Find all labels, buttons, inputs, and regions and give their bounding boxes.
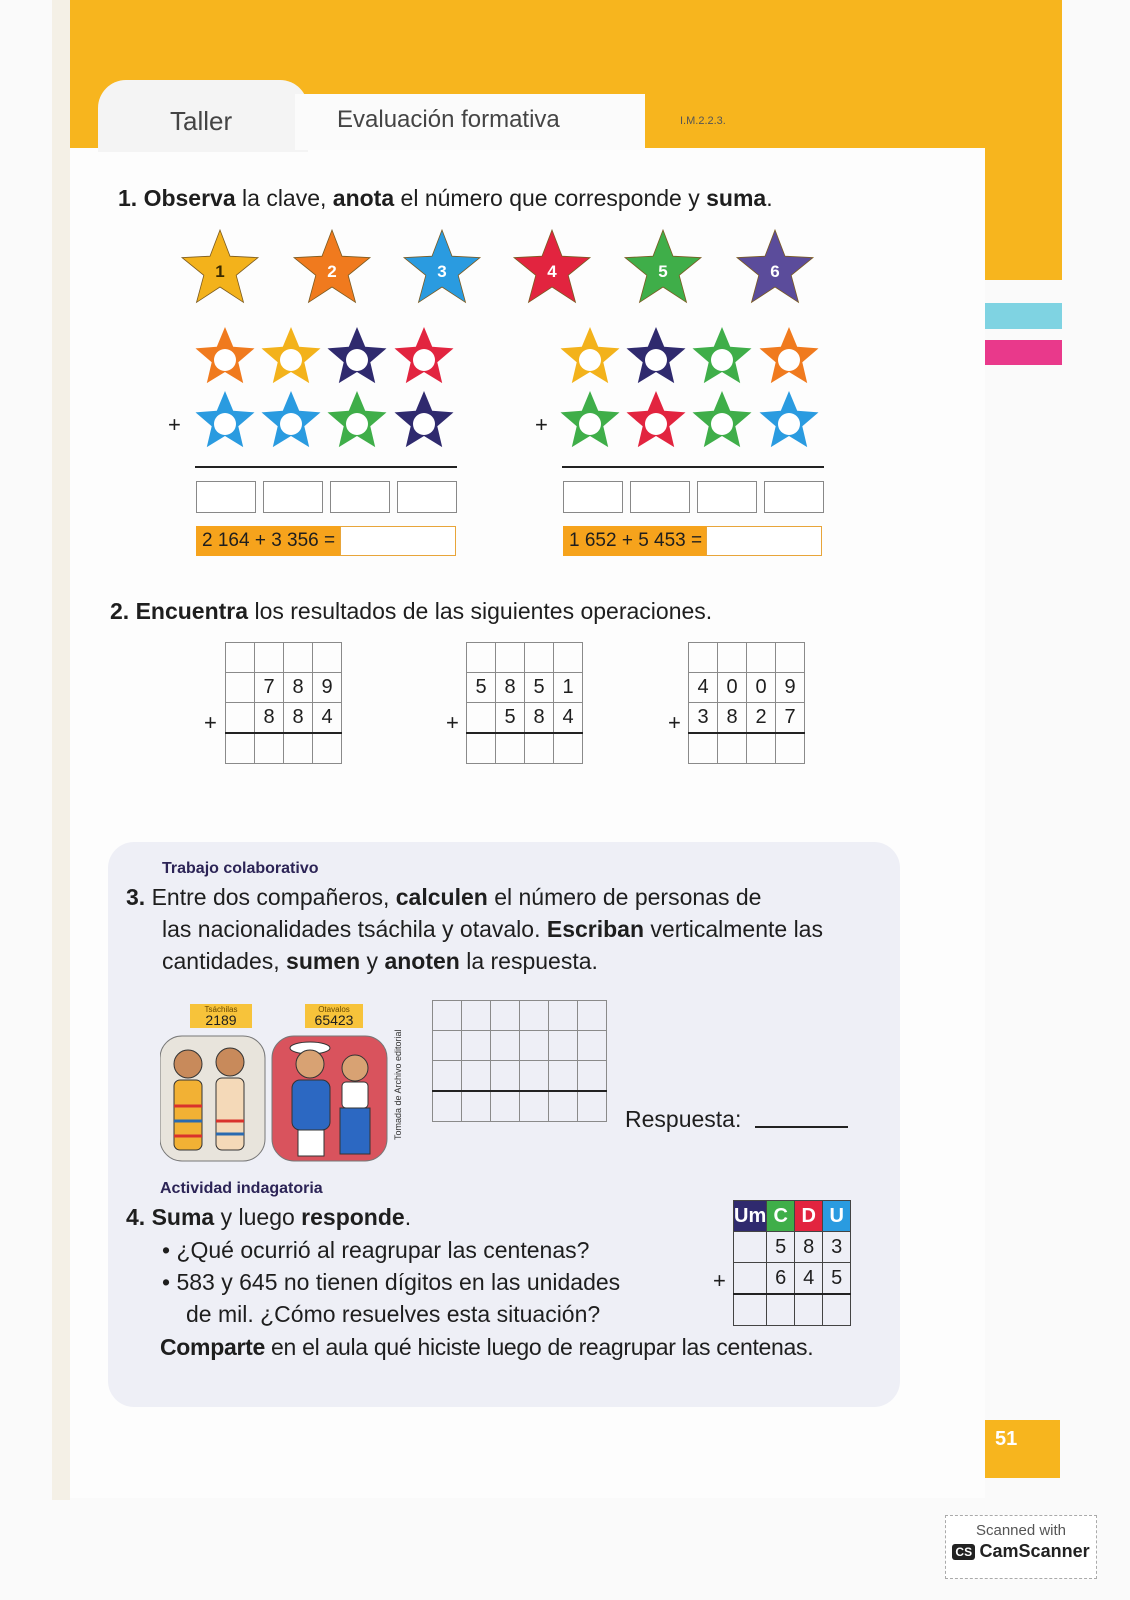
q3-subtitle: Trabajo colaborativo	[162, 860, 319, 877]
q4-word-suma: Suma	[151, 1204, 215, 1230]
q1-number: 1.	[118, 185, 138, 211]
q2-statement	[110, 598, 712, 625]
key-star-6	[737, 230, 813, 302]
grid-cell[interactable]	[462, 1061, 491, 1092]
q3-answer-line[interactable]	[755, 1126, 848, 1128]
digit: 9	[313, 673, 342, 703]
q4-text-2: .	[404, 1204, 412, 1230]
q3-line-1	[126, 884, 761, 911]
q2-number: 2.	[110, 598, 130, 624]
grid-cell[interactable]	[520, 1091, 549, 1122]
digit: 0	[747, 673, 776, 703]
q4-subtitle: Actividad indagatoria	[160, 1180, 323, 1197]
tab-taller-label: Taller	[170, 106, 233, 136]
q1-text-3: .	[766, 185, 773, 211]
header-um: Um	[734, 1201, 767, 1232]
q1-right-plus: +	[535, 412, 548, 437]
q1-text-1: la clave,	[235, 185, 333, 211]
grid-cell[interactable]	[433, 1001, 462, 1031]
q1-left-bottom-star	[395, 391, 454, 447]
carry-cell[interactable]	[525, 643, 554, 673]
q1-text-2: el número que corresponde y	[394, 185, 707, 211]
q1-left-top-star	[196, 327, 255, 383]
carry-cell[interactable]	[313, 643, 342, 673]
digit	[226, 673, 255, 703]
digit: 7	[255, 673, 284, 703]
q3-word-calculen: calculen	[395, 884, 488, 910]
result-cell[interactable]	[767, 1294, 795, 1326]
carry-cell[interactable]	[689, 643, 718, 673]
header-c: C	[767, 1201, 795, 1232]
q1-left-top-star	[328, 327, 387, 383]
grid-cell[interactable]	[520, 1061, 549, 1092]
q4-bullet-2: • 583 y 645 no tienen dígitos en las unidades	[162, 1269, 621, 1295]
digit: 3	[823, 1232, 851, 1263]
tsachila-woman-body	[174, 1080, 202, 1150]
q3-text-7: la respuesta.	[459, 948, 598, 974]
q1-left-plus: +	[168, 412, 181, 437]
result-cell[interactable]	[496, 733, 525, 764]
digit: 4	[313, 703, 342, 734]
grid-cell[interactable]	[462, 1001, 491, 1031]
tsachila-value: 2189	[205, 1012, 237, 1028]
grid-cell[interactable]	[491, 1001, 520, 1031]
q3-text-1: Entre dos compañeros,	[151, 884, 396, 910]
otavalo-woman-skirt	[340, 1108, 370, 1154]
q1-right-top-star	[627, 327, 686, 383]
q3-text-6: y	[360, 948, 385, 974]
q1-left-result-box[interactable]	[340, 526, 456, 556]
q2-operation-3	[688, 642, 805, 764]
result-cell[interactable]	[284, 733, 313, 764]
digit: 5	[525, 673, 554, 703]
people-illustration	[160, 1026, 400, 1166]
q4-bullet-1-text: ¿Qué ocurrió al reagrupar las centenas?	[176, 1237, 590, 1263]
q1-right-top-star	[760, 327, 819, 383]
digit: 5	[496, 703, 525, 734]
q4-place-value-table	[733, 1200, 851, 1326]
scanner-line-1: Scanned with	[975, 1522, 1067, 1539]
q3-line-3	[162, 948, 598, 975]
key-star-label: 6	[770, 262, 780, 281]
carry-cell[interactable]	[718, 643, 747, 673]
q3-number: 3.	[126, 884, 146, 910]
q1-left-bottom-star	[196, 391, 255, 447]
q2-op3-plus: +	[668, 710, 681, 735]
q1-left-answer-box-2[interactable]	[263, 481, 323, 513]
q4-title	[126, 1204, 411, 1231]
curriculum-code: I.M.2.2.3.	[680, 115, 726, 127]
result-cell[interactable]	[554, 733, 583, 764]
digit: 4	[795, 1263, 823, 1295]
q1-right-answer-box-3[interactable]	[697, 481, 757, 513]
grid-cell[interactable]	[578, 1001, 607, 1031]
grid-cell[interactable]	[549, 1031, 578, 1061]
q1-left-answer-box-1[interactable]	[196, 481, 256, 513]
carry-cell[interactable]	[255, 643, 284, 673]
result-cell[interactable]	[226, 733, 255, 764]
otavalo-sign	[305, 1004, 363, 1028]
q1-left-bottom-star	[328, 391, 387, 447]
q3-word-sumen: sumen	[286, 948, 361, 974]
q1-left-sum-line	[195, 466, 457, 468]
q2-word-encuentra: Encuentra	[135, 598, 249, 624]
q2-op1-plus: +	[204, 710, 217, 735]
q1-word-anota: anota	[332, 185, 395, 211]
q1-left-answer-box-4[interactable]	[397, 481, 457, 513]
q1-right-bottom-star	[760, 391, 819, 447]
q3-line-2	[162, 916, 823, 943]
otavalo-label: Otavalos	[318, 1005, 350, 1014]
carry-cell[interactable]	[554, 643, 583, 673]
grid-cell[interactable]	[433, 1091, 462, 1122]
carry-cell[interactable]	[747, 643, 776, 673]
grid-cell[interactable]	[549, 1091, 578, 1122]
tsachila-label: Tsáchilas	[204, 1005, 238, 1014]
key-star-label: 2	[327, 262, 337, 281]
grid-cell[interactable]	[578, 1061, 607, 1092]
digit: 5	[467, 673, 496, 703]
result-cell[interactable]	[734, 1294, 767, 1326]
digit: 7	[776, 703, 805, 734]
result-cell[interactable]	[795, 1294, 823, 1326]
q1-left-top-star	[262, 327, 321, 383]
q3-text-2: el número de personas de	[487, 884, 762, 910]
q1-right-sum-line	[562, 466, 824, 468]
q4-bullet-1: • ¿Qué ocurrió al reagrupar las centenas?	[162, 1237, 590, 1263]
grid-cell[interactable]	[578, 1031, 607, 1061]
digit	[734, 1232, 767, 1263]
grid-cell[interactable]	[520, 1031, 549, 1061]
otavalo-woman-blouse	[342, 1082, 368, 1108]
digit: 8	[795, 1232, 823, 1263]
scanner-brand	[946, 1541, 1096, 1562]
digit: 5	[767, 1232, 795, 1263]
result-cell[interactable]	[525, 733, 554, 764]
q1-left-bottom-star	[262, 391, 321, 447]
q4-final-text: en el aula qué hiciste luego de reagrupar las centenas.	[264, 1334, 814, 1360]
q4-plus: +	[713, 1268, 726, 1293]
q1-right-answer-box-4[interactable]	[764, 481, 824, 513]
otavalo-man-head	[296, 1050, 324, 1078]
digit: 8	[718, 703, 747, 734]
header-d: D	[795, 1201, 823, 1232]
q1-right-result-box[interactable]	[706, 526, 822, 556]
grid-cell[interactable]	[491, 1031, 520, 1061]
q1-left-equation: 2 164 + 3 356 =	[196, 526, 341, 556]
key-star-label: 1	[215, 262, 225, 281]
grid-cell[interactable]	[433, 1031, 462, 1061]
q1-left-answer-box-3[interactable]	[330, 481, 390, 513]
q1-right-bottom-star	[693, 391, 752, 447]
q1-word-observa: Observa	[143, 185, 236, 211]
digit: 4	[554, 703, 583, 734]
grid-cell[interactable]	[491, 1061, 520, 1092]
otavalo-value: 65423	[314, 1012, 354, 1028]
key-star-5	[625, 230, 701, 302]
q1-right-bottom-star	[627, 391, 686, 447]
digit: 3	[689, 703, 718, 734]
digit: 8	[496, 673, 525, 703]
carry-cell[interactable]	[467, 643, 496, 673]
q4-word-responde: responde	[301, 1204, 405, 1230]
q3-text-3: las nacionalidades tsáchila y otavalo.	[162, 916, 547, 942]
q1-word-suma: suma	[706, 185, 767, 211]
camscanner-icon: CS	[952, 1544, 975, 1560]
digit: 0	[718, 673, 747, 703]
tsachila-woman-head	[174, 1050, 202, 1078]
grid-cell[interactable]	[520, 1001, 549, 1031]
carry-cell[interactable]	[776, 643, 805, 673]
key-star-4	[514, 230, 590, 302]
tsachila-man-head	[216, 1048, 244, 1076]
digit: 5	[823, 1263, 851, 1295]
carry-cell[interactable]	[284, 643, 313, 673]
grid-cell[interactable]	[549, 1001, 578, 1031]
result-cell[interactable]	[689, 733, 718, 764]
otavalo-woman-head	[342, 1055, 368, 1081]
digit: 8	[284, 703, 313, 734]
key-star-3	[404, 230, 480, 302]
image-credit: Tomada de Archivo editorial	[393, 1029, 403, 1140]
page-number: 51	[995, 1428, 1018, 1450]
result-cell[interactable]	[823, 1294, 851, 1326]
digit: 8	[284, 673, 313, 703]
digit: 8	[255, 703, 284, 734]
q2-op2-plus: +	[446, 710, 459, 735]
digit: 4	[689, 673, 718, 703]
q1-right-equation: 1 652 + 5 453 =	[563, 526, 708, 556]
digit	[226, 703, 255, 734]
q3-word-anoten: anoten	[384, 948, 460, 974]
grid-cell[interactable]	[549, 1061, 578, 1092]
digit: 6	[767, 1263, 795, 1295]
digit: 2	[747, 703, 776, 734]
q2-text: los resultados de las siguientes operaciones.	[248, 598, 713, 624]
carry-cell[interactable]	[226, 643, 255, 673]
otavalo-man-legs	[298, 1130, 324, 1156]
camscanner-badge	[945, 1515, 1097, 1579]
q4-bullet-2-text: 583 y 645 no tienen dígitos en las unidades	[176, 1269, 621, 1295]
q4-final	[160, 1334, 813, 1361]
q3-text-4: verticalmente las	[644, 916, 823, 942]
grid-cell[interactable]	[433, 1061, 462, 1092]
result-cell[interactable]	[718, 733, 747, 764]
otavalo-man-poncho	[292, 1080, 330, 1130]
page-number-tab	[985, 1420, 1060, 1478]
q1-right-bottom-star	[561, 391, 620, 447]
q3-answer-grid	[432, 1000, 607, 1122]
q1-right-answer-box-1[interactable]	[563, 481, 623, 513]
q1-left-top-star	[395, 327, 454, 383]
key-star-label: 5	[658, 262, 668, 281]
q1-right-answer-box-2[interactable]	[630, 481, 690, 513]
key-star-1	[182, 230, 258, 302]
q4-bullet-2-cont: de mil. ¿Cómo resuelves esta situación?	[186, 1301, 601, 1327]
grid-cell[interactable]	[578, 1091, 607, 1122]
grid-cell[interactable]	[491, 1091, 520, 1122]
result-cell[interactable]	[313, 733, 342, 764]
digit: 9	[776, 673, 805, 703]
digit: 1	[554, 673, 583, 703]
result-cell[interactable]	[467, 733, 496, 764]
digit: 8	[525, 703, 554, 734]
q3-answer-label: Respuesta:	[625, 1106, 742, 1132]
q3-text-5: cantidades,	[162, 948, 287, 974]
key-star-label: 3	[437, 262, 447, 281]
result-cell[interactable]	[776, 733, 805, 764]
grid-cell[interactable]	[462, 1091, 491, 1122]
digit	[734, 1263, 767, 1295]
digit	[467, 703, 496, 734]
key-star-label: 4	[547, 262, 557, 281]
header-u: U	[823, 1201, 851, 1232]
tab-evaluacion-label: Evaluación formativa	[337, 106, 560, 133]
q1-right-top-star	[561, 327, 620, 383]
carry-cell[interactable]	[496, 643, 525, 673]
tsachila-sign	[190, 1004, 252, 1028]
q1-right-top-star	[693, 327, 752, 383]
result-cell[interactable]	[255, 733, 284, 764]
q2-operation-2	[466, 642, 583, 764]
scanner-line-2: CamScanner	[979, 1541, 1090, 1561]
q4-text-1: y luego	[214, 1204, 302, 1230]
q4-number: 4.	[126, 1204, 146, 1230]
key-star-2	[294, 230, 370, 302]
q3-word-escriban: Escriban	[546, 916, 645, 942]
result-cell[interactable]	[747, 733, 776, 764]
q4-word-comparte: Comparte	[160, 1334, 265, 1360]
q2-operation-1	[225, 642, 342, 764]
grid-cell[interactable]	[462, 1031, 491, 1061]
tsachila-man-body	[216, 1078, 244, 1150]
